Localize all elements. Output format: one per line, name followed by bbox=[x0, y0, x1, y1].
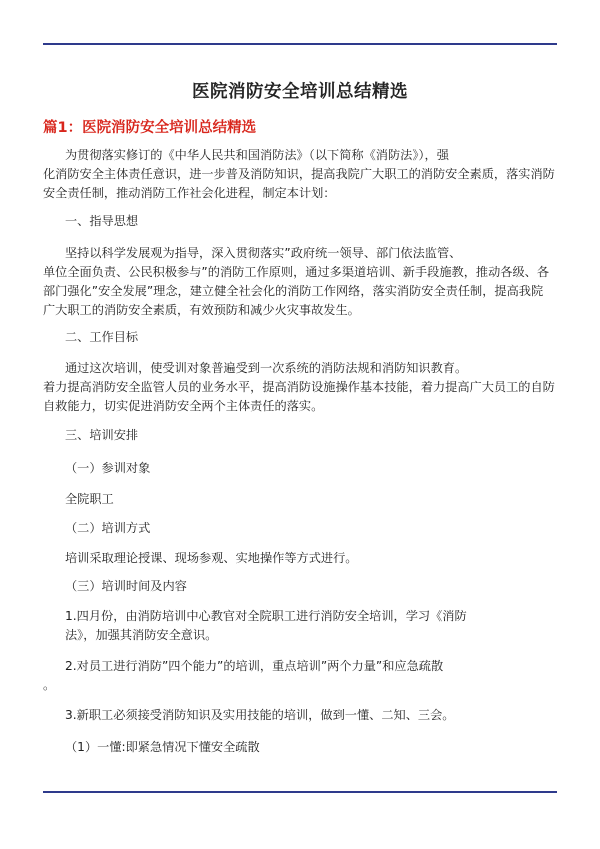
intro-line: 为贯彻落实修订的《中华人民共和国消防法》（以下简称《消防法》），强 bbox=[65, 148, 449, 162]
intro-paragraph bbox=[65, 146, 560, 165]
item-1 bbox=[65, 607, 560, 645]
subheading-method: （二）培训方式 bbox=[65, 521, 151, 535]
goals-paragraph-cont bbox=[43, 378, 560, 416]
goals-paragraph bbox=[65, 359, 560, 378]
heading-work-goals: 二、工作目标 bbox=[65, 330, 139, 344]
bottom-rule bbox=[43, 791, 557, 793]
guiding-line: 坚持以科学发展观为指导，深入贯彻落实”政府统一领导、部门依法监管、 bbox=[65, 246, 462, 260]
guiding-paragraph bbox=[65, 244, 560, 263]
item-2 bbox=[65, 657, 560, 676]
item-2-line: 2.对员工进行消防”四个能力”的培训，重点培训”两个力量”和应急疏散 bbox=[65, 659, 444, 673]
guiding-paragraph-cont bbox=[43, 263, 560, 320]
goals-line: 着力提高消防安全监管人员的业务水平，提高消防设施操作基本技能，着力提高广大员工的自防 bbox=[43, 380, 555, 394]
top-rule bbox=[43, 43, 557, 45]
item-2-cont bbox=[43, 676, 538, 695]
intro-line: 化消防安全主体责任意识，进一步普及消防知识，提高我院广大职工的消防安全素质，落实消防 bbox=[43, 167, 555, 181]
section-subtitle: 篇1：医院消防安全培训总结精选 bbox=[43, 120, 257, 136]
item-3-sub: （1）一懂:即紧急情况下懂安全疏散 bbox=[65, 740, 260, 754]
participants-body: 全院职工 bbox=[65, 492, 114, 506]
subheading-time-content: （三）培训时间及内容 bbox=[65, 579, 187, 593]
item-2-line: 。 bbox=[43, 678, 56, 692]
goals-line: 自救能力，切实促进消防安全两个主体责任的落实。 bbox=[43, 399, 324, 413]
subheading-participants: （一）参训对象 bbox=[65, 461, 151, 475]
guiding-line: 广大职工的消防安全素质，有效预防和减少火灾事故发生。 bbox=[43, 303, 360, 317]
guiding-line: 单位全面负责、公民积极参与”的消防工作原则，通过多渠道培训、新手段施教，推动各级、各 bbox=[43, 265, 550, 279]
intro-paragraph-cont bbox=[43, 165, 560, 203]
method-body: 培训采取理论授课、现场参观、实地操作等方式进行。 bbox=[65, 551, 358, 565]
heading-guiding-thought: 一、指导思想 bbox=[65, 214, 139, 228]
page-title: 医院消防安全培训总结精选 bbox=[192, 82, 408, 102]
item-1-line: 法》，加强其消防安全意识。 bbox=[65, 628, 218, 642]
item-3: 3.新职工必须接受消防知识及实用技能的培训，做到一懂、二知、三会。 bbox=[65, 708, 455, 722]
item-1-line: 1.四月份，由消防培训中心教官对全院职工进行消防安全培训，学习《消防 bbox=[65, 609, 467, 623]
guiding-line: 部门强化”安全发展”理念，建立健全社会化的消防工作网络，落实消防安全责任制，提高我院 bbox=[43, 284, 544, 298]
intro-line: 安全责任制，推动消防工作社会化进程，制定本计划： bbox=[43, 186, 336, 200]
goals-line: 通过这次培训，使受训对象普遍受到一次系统的消防法规和消防知识教育。 bbox=[65, 361, 468, 375]
heading-training-arrangement: 三、培训安排 bbox=[65, 428, 139, 442]
